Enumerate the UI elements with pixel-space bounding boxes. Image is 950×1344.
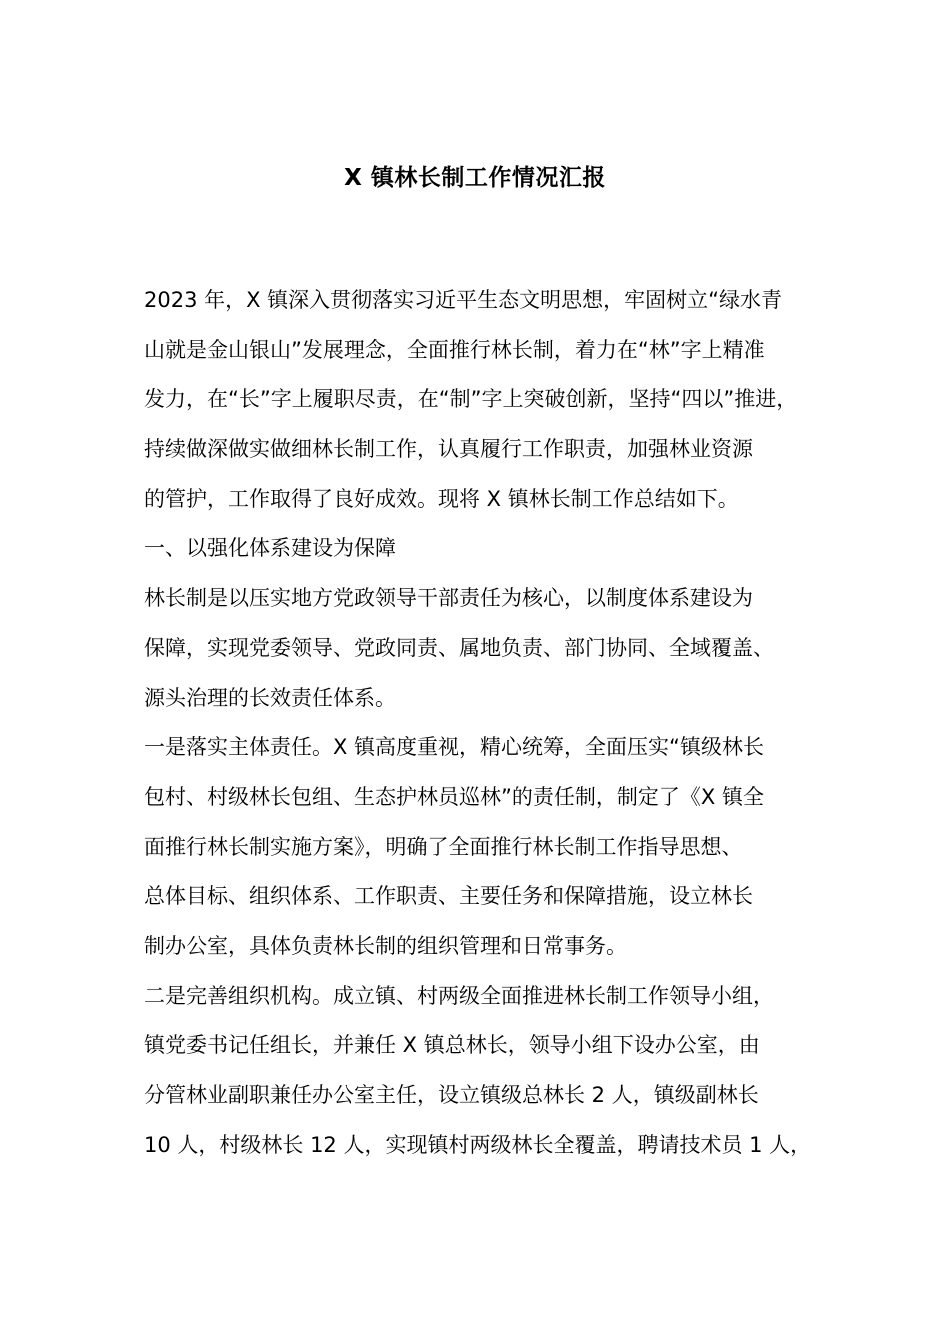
body-line: 总体目标、组织体系、工作职责、主要任务和保障措施，设立林长 — [144, 884, 753, 909]
body-line: 二是完善组织机构。成立镇、村两级全面推进林长制工作领导小组， — [144, 983, 774, 1008]
body-line: 源头治理的长效责任体系。 — [144, 685, 396, 710]
body-line: 发力，在“长”字上履职尽责，在“制”字上突破创新，坚持“四以”推进， — [144, 387, 798, 412]
body-line: 林长制是以压实地方党政领导干部责任为核心，以制度体系建设为 — [144, 586, 753, 611]
body-line: 山就是金山银山”发展理念，全面推行林长制，着力在“林”字上精准 — [144, 337, 765, 362]
body-line: 包村、村级林长包组、生态护林员巡林”的责任制，制定了《X 镇全 — [144, 784, 764, 809]
body-line: 镇党委书记任组长，并兼任 X 镇总林长，领导小组下设办公室，由 — [144, 1033, 760, 1058]
body-line: 10 人，村级林长 12 人，实现镇村两级林长全覆盖，聘请技术员 1 人， — [144, 1132, 812, 1157]
body-line: 的管护，工作取得了良好成效。现将 X 镇林长制工作总结如下。 — [144, 486, 739, 511]
body-line: 2023 年，X 镇深入贯彻落实习近平生态文明思想，牢固树立“绿水青 — [144, 288, 783, 312]
body-line: 分管林业副职兼任办公室主任，设立镇级总林长 2 人，镇级副林长 — [144, 1083, 759, 1107]
section-heading: 一、以强化体系建设为保障 — [144, 536, 396, 561]
body-line: 持续做深做实做细林长制工作，认真履行工作职责，加强林业资源 — [144, 437, 753, 462]
document-title: X 镇林长制工作情况汇报 — [344, 165, 606, 191]
body-line: 制办公室，具体负责林长制的组织管理和日常事务。 — [144, 933, 627, 958]
document-body — [144, 276, 834, 1170]
body-line: 面推行林长制实施方案》，明确了全面推行林长制工作指导思想、 — [144, 834, 743, 859]
body-line: 一是落实主体责任。X 镇高度重视，精心统筹，全面压实“镇级林长 — [144, 735, 764, 760]
body-line: 保障，实现党委领导、党政同责、属地负责、部门协同、全域覆盖、 — [144, 635, 774, 660]
